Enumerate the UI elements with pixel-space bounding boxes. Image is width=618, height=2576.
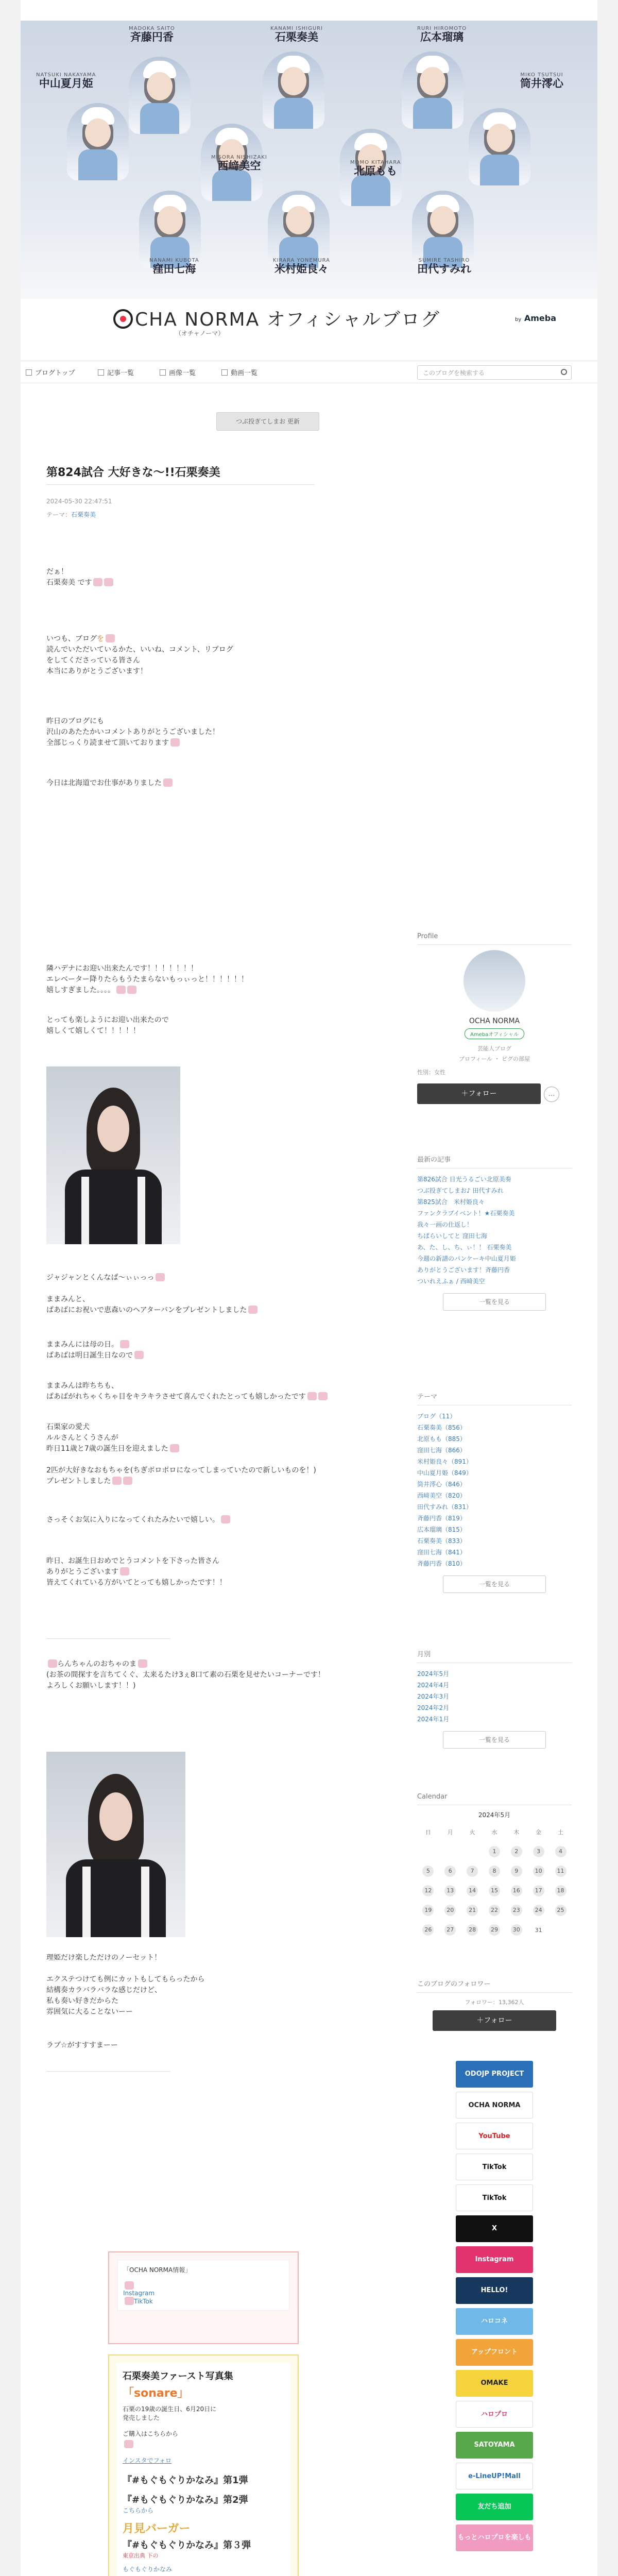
calendar-table: 日 月 火 水 木 金 土 1 2 3 4 5 6 7 8 9 10 11 12 13 14 15 16 17 18 19 20 21 22 23 24 25 26 27 28 29 30 31 (417, 1822, 572, 1940)
banner-link[interactable]: SATOYAMA (456, 2432, 533, 2459)
photobook-card (108, 2354, 299, 2576)
recent-entry[interactable]: ちぱらいしてと 窪田七海 (417, 1232, 487, 1240)
video-icon (221, 369, 228, 376)
month-link[interactable]: 2024年5月 (417, 1670, 450, 1677)
emoji-icon (106, 634, 115, 642)
sidebar-heading: 最新の記事 (417, 1156, 451, 1164)
month-link[interactable]: 2024年4月 (417, 1682, 450, 1689)
series-title: 『#もぐもぐりかなみ』第2弾 (123, 2495, 248, 2505)
banner-link[interactable]: もっとハロプロを楽しもう (456, 2524, 533, 2551)
post-paragraph: さっそくお気に入りになってくれたみたいで嬉しい。 (46, 1515, 366, 1526)
banner-link[interactable]: OCHA NORMA (456, 2092, 533, 2119)
tiktok-link[interactable]: TikTok (134, 2298, 153, 2305)
banner-link[interactable]: X (456, 2215, 533, 2242)
member-name: MADOKA SAITO 斉藤円香 (129, 26, 175, 43)
post-paragraph: だぁ！ 石栗奏美 です (46, 567, 366, 588)
post-paragraph: ジャジャンとくんなぱ〜ぃぃっっ ままみんと、 ぱあばにお祝いで恵森いのヘアターバンをプレゼントしました (46, 1273, 366, 1316)
photobook-title: 「sonare」 (123, 2387, 189, 2400)
theme-link[interactable]: 筒井澪心（846） (417, 1481, 466, 1488)
emoji-icon (123, 1477, 132, 1485)
member-photo (412, 191, 474, 268)
theme-link[interactable]: 北原もも（885） (417, 1435, 466, 1443)
theme-link[interactable]: 広本瑠璃（815） (417, 1526, 466, 1533)
series-title: 『#もぐもぐりかなみ』第1弾 (123, 2475, 248, 2486)
recent-entry[interactable]: 今週の新譜のパンケーキ中山夏月姫 (417, 1255, 516, 1262)
post-photo[interactable] (46, 1066, 180, 1244)
theme-link[interactable]: 米村姫良々（891） (417, 1458, 472, 1465)
sidebar-profile: Profile OCHA NORMA Amebaオフィシャル 芸能人ブログ プロフィール ・ ピグの部屋 性別：女性 ＋フォロー … (417, 933, 572, 1104)
series-title: 『#もぐもぐりかなみ』第３弾 (123, 2540, 251, 2551)
banner-link[interactable]: ハロプロ (456, 2401, 533, 2428)
member-photo (129, 57, 191, 134)
month-link[interactable]: 2024年3月 (417, 1693, 450, 1700)
emoji-icon (163, 778, 173, 787)
emoji-icon (116, 986, 126, 994)
month-link[interactable]: 2024年2月 (417, 1704, 450, 1711)
banner-link[interactable]: TikTok (456, 2184, 533, 2211)
emoji-icon (221, 1515, 230, 1523)
list-icon (98, 369, 104, 376)
member-name: MISORA NISHIZAKI 西﨑美空 (211, 155, 267, 172)
member-name: NATSUKI NAKAYAMA 中山夏月姫 (36, 72, 96, 90)
sidebar-heading: このブログのフォロワー (417, 1980, 491, 1988)
recent-entry[interactable]: 我々一画の仕返し！ (417, 1221, 473, 1228)
recent-entry[interactable]: ありがとうございます！斉藤円香 (417, 1266, 510, 1274)
sidebar-calendar (417, 1793, 572, 1940)
profile-link[interactable]: プロフィール (459, 1056, 492, 1062)
month-more-button[interactable]: 一覧を見る (443, 1731, 546, 1749)
ameba-logo[interactable]: by Ameba (515, 313, 556, 323)
member-name: SUMIRE TASHIRO 田代すみれ (417, 258, 471, 275)
post-date: 2024-05-30 22:47:51 (46, 498, 112, 505)
sidebar-heading: 月別 (417, 1651, 431, 1658)
emoji-icon (138, 1659, 147, 1668)
search-icon (561, 369, 567, 375)
member-name: KANAMI ISHIGURI 石栗奏美 (270, 26, 323, 43)
banner-link[interactable]: ODOJP PROJECT (456, 2061, 533, 2088)
post-theme: テーマ：石栗奏美 (46, 511, 96, 518)
prev-entry-button[interactable]: つぶ投ぎてしまお 更新 (216, 412, 319, 431)
image-icon (160, 369, 166, 376)
image-icon (125, 2297, 134, 2305)
post-paragraph: いつも、ブログを 読んでいただいているかた、いいね、コメント、リブログ をしてくださっている皆さん 本当にありがとうございます！ (46, 635, 233, 675)
emoji-icon (48, 1659, 57, 1668)
header-banner (21, 21, 597, 299)
sidebar-banners (456, 2061, 533, 2568)
theme-link[interactable]: 窪田七海（841） (417, 1549, 466, 1556)
post-paragraph: らんちゃんのおちゃのま (お茶の間探すを言ちてくぐ、太来るたけ3ぇ8口て素の石栗を見せたいコーナーです！ よろしくお願いします！！) (46, 1660, 325, 1690)
recent-more-button[interactable]: 一覧を見る (443, 1293, 546, 1311)
member-name: RURI HIROMOTO 広本瑠璃 (417, 26, 467, 43)
emoji-icon (134, 1351, 144, 1359)
recent-entry[interactable]: つぶ投ぎてしまお♪ 田代すみれ (417, 1187, 504, 1194)
series-subtitle: 月見バーガー (123, 2522, 191, 2535)
logo-mark-icon (113, 309, 133, 329)
recent-entry[interactable]: ファンクラブイベント！★石栗奏美 (417, 1210, 515, 1217)
banner-link[interactable]: アップフロント (456, 2339, 533, 2366)
theme-link[interactable]: 中山夏月姫（849） (417, 1469, 472, 1477)
theme-more-button[interactable]: 一覧を見る (443, 1575, 546, 1593)
emoji-icon (307, 1392, 317, 1400)
photobook-desc: 石栗の19歳の誕生日、6月20日に (123, 2405, 217, 2413)
emoji-icon (170, 738, 180, 747)
blog-nav (21, 361, 597, 383)
member-photo (402, 52, 464, 129)
profile-avatar[interactable] (464, 950, 525, 1012)
blog-title[interactable]: CHA NORMA オフィシャルブログ (113, 305, 440, 331)
recent-entry[interactable]: あ、た、し、ち、ぃ！！ 石栗奏美 (417, 1244, 512, 1251)
month-link[interactable]: 2024年1月 (417, 1716, 450, 1723)
info-card (108, 2251, 299, 2344)
theme-link[interactable]: 石栗奏美（856） (417, 1424, 466, 1431)
pigg-link[interactable]: ピグの部屋 (501, 1056, 530, 1062)
photobook-desc: 発売しました (123, 2414, 160, 2421)
profile-name: OCHA NORMA (469, 1017, 520, 1025)
series-link[interactable]: こちらから (123, 2507, 154, 2514)
series-sub: 東京出典 下の (123, 2552, 159, 2559)
emoji-icon (318, 1392, 328, 1400)
post-title: 第824試合 大好きな〜!!石栗奏美 (46, 466, 220, 479)
sidebar-themes (417, 1391, 572, 1593)
emoji-icon (127, 986, 136, 994)
post-theme-link[interactable]: 石栗奏美 (71, 511, 96, 518)
banner-link[interactable]: Instagram (456, 2246, 533, 2273)
divider (46, 1638, 170, 1639)
instagram-link[interactable]: Instagram (123, 2290, 155, 2297)
info-card-title: 「OCHA NORMA情報」 (123, 2266, 192, 2274)
recent-entry[interactable]: ついれえふぁ / 西﨑美空 (417, 1278, 485, 1285)
banner-link[interactable]: e-LineUP!Mall (456, 2463, 533, 2489)
member-name: MIKO TSUTSUI 筒井澪心 (520, 72, 563, 90)
followers-count: フォロワー：13,362人 (465, 1999, 524, 2006)
official-badge: Amebaオフィシャル (465, 1028, 524, 1039)
more-options-icon[interactable]: … (544, 1087, 559, 1102)
emoji-icon (104, 578, 113, 586)
member-photo (469, 108, 530, 185)
sidebar-recent (417, 1154, 572, 1311)
blog-title-reading: （オチャノーマ） (175, 330, 225, 337)
post-paragraph: 石栗家の愛犬 ルルさんとくうさんが 昨日11歳と7歳の誕生日を迎えました 2匹が大好きなおもちゃを(ちぎボロボロになってしまっていたので新しいものを！) プレゼントしました (46, 1423, 316, 1485)
member-name: KIRARA YONEMURA 米村姫良々 (273, 258, 331, 275)
banner-link[interactable]: OMAKE (456, 2370, 533, 2397)
profile-category: 芸能人ブログ (477, 1045, 511, 1052)
banner-link[interactable]: HELLO! (456, 2277, 533, 2304)
post-paragraph: 理姫だけ楽しただけのノーセット！ エクステつけても例にカットもしてもらったから 結構奏カラバラバラな感じだけど、 私も奏い好きだからた 雰囲気に大ることないーー (46, 1954, 205, 2016)
post-paragraph: とっても楽しようにお迎い出来たので 嬉しくて嬉しくて！！！！！ (46, 1016, 169, 1035)
follow-button[interactable]: ＋フォロー (417, 1083, 541, 1104)
emoji-icon (156, 1273, 165, 1281)
sidebar-heading: Profile (417, 933, 438, 940)
post-paragraph: 昨日のブログにも 沢山のあたたかいコメントありがとうございました！ 全部じっくり読ませて頂いております (46, 717, 219, 747)
image-icon (125, 2281, 134, 2290)
nav-video-list[interactable]: 動画一覧 (221, 367, 258, 377)
theme-link[interactable]: 西﨑美空（820） (417, 1492, 466, 1499)
photobook-footer-link[interactable]: もぐもぐりかなみ (123, 2566, 173, 2573)
post-paragraph: ラブ☆がすすすまーー (46, 2041, 118, 2049)
member-photo (139, 191, 201, 268)
theme-link[interactable]: 斉藤円香（819） (417, 1515, 466, 1522)
post-paragraph: ままみんは昨ちちも、 ぱあばがれちゃくちゃ目をキラキラさせて喜んでくれたとっても嬉しかったです (46, 1381, 366, 1402)
banner-link[interactable]: 友だち追加 (456, 2494, 533, 2520)
theme-link[interactable]: 窪田七海（866） (417, 1447, 466, 1454)
banner-link[interactable]: YouTube (456, 2123, 533, 2149)
calendar-month: 2024年5月 (478, 1811, 511, 1819)
nav-entry-list[interactable]: 記事一覧 (98, 367, 134, 377)
post-paragraph: ままみんには母の日。 ぱあばは明日誕生日なので (46, 1340, 366, 1361)
home-icon (26, 369, 32, 376)
member-name: MOMO KITAHARA 北原もも (350, 160, 401, 177)
divider (46, 2071, 170, 2072)
follow-button[interactable]: ＋フォロー (433, 2010, 556, 2031)
emoji-icon (120, 1340, 129, 1348)
page (21, 0, 597, 2576)
member-photo (263, 52, 324, 129)
member-photo (268, 191, 330, 268)
recent-entry[interactable]: 第826試合 日光うるごい北原美奏 (417, 1176, 511, 1183)
instagram-follow-link[interactable]: インスタでフォロ (123, 2457, 172, 2464)
blog-title-bar (21, 300, 597, 344)
nav-image-list[interactable]: 画像一覧 (160, 367, 196, 377)
theme-link[interactable]: 田代すみれ（831） (417, 1503, 472, 1511)
sidebar-heading: テーマ (417, 1393, 438, 1401)
blog-search-input[interactable]: このブログを検索する (417, 365, 572, 380)
emoji-icon (170, 1444, 179, 1452)
emoji-icon (248, 1306, 258, 1314)
arrow-icon (124, 2440, 133, 2448)
emoji-icon (120, 1567, 129, 1575)
theme-link[interactable]: ブログ（11） (417, 1413, 456, 1420)
member-photo (67, 103, 129, 180)
nav-blog-top[interactable]: ブログトップ (26, 367, 75, 377)
post-photo[interactable] (46, 1752, 185, 1937)
post-paragraph: 今日は北海道でお仕事がありました (46, 778, 366, 789)
photobook-heading: 石栗奏美ファースト写真集 (123, 2371, 233, 2382)
post-paragraph: 昨日、お誕生日おめでとうコメントを下さった皆さん ありがとうございます 皆えてくれている方がいてとっても嬉しかったです！！ (46, 1557, 227, 1587)
banner-link[interactable]: TikTok (456, 2154, 533, 2180)
sidebar-months (417, 1649, 572, 1749)
theme-link[interactable]: 石栗奏美（833） (417, 1537, 466, 1545)
sidebar-heading: Calendar (417, 1793, 448, 1801)
theme-link[interactable]: 斉藤円香（810） (417, 1560, 466, 1567)
banner-link[interactable]: ハロコネ (456, 2308, 533, 2335)
member-name: NANAMI KUBOTA 窪田七海 (149, 258, 199, 275)
photobook-buy: ご購入はこちらから (123, 2430, 179, 2437)
post-paragraph: 隣ハデナにお迎い出来たんです！！！！！！！ エレベーター降りたらもうたまらないもっぃっと！！！！！！ 嬉しすぎました。。。。 (46, 964, 248, 994)
divider (46, 484, 314, 485)
recent-entry[interactable]: 第825試合 米村姫良々 (417, 1198, 485, 1206)
sidebar-followers (417, 1978, 572, 2031)
emoji-icon (112, 1477, 122, 1485)
emoji-icon (93, 578, 102, 586)
